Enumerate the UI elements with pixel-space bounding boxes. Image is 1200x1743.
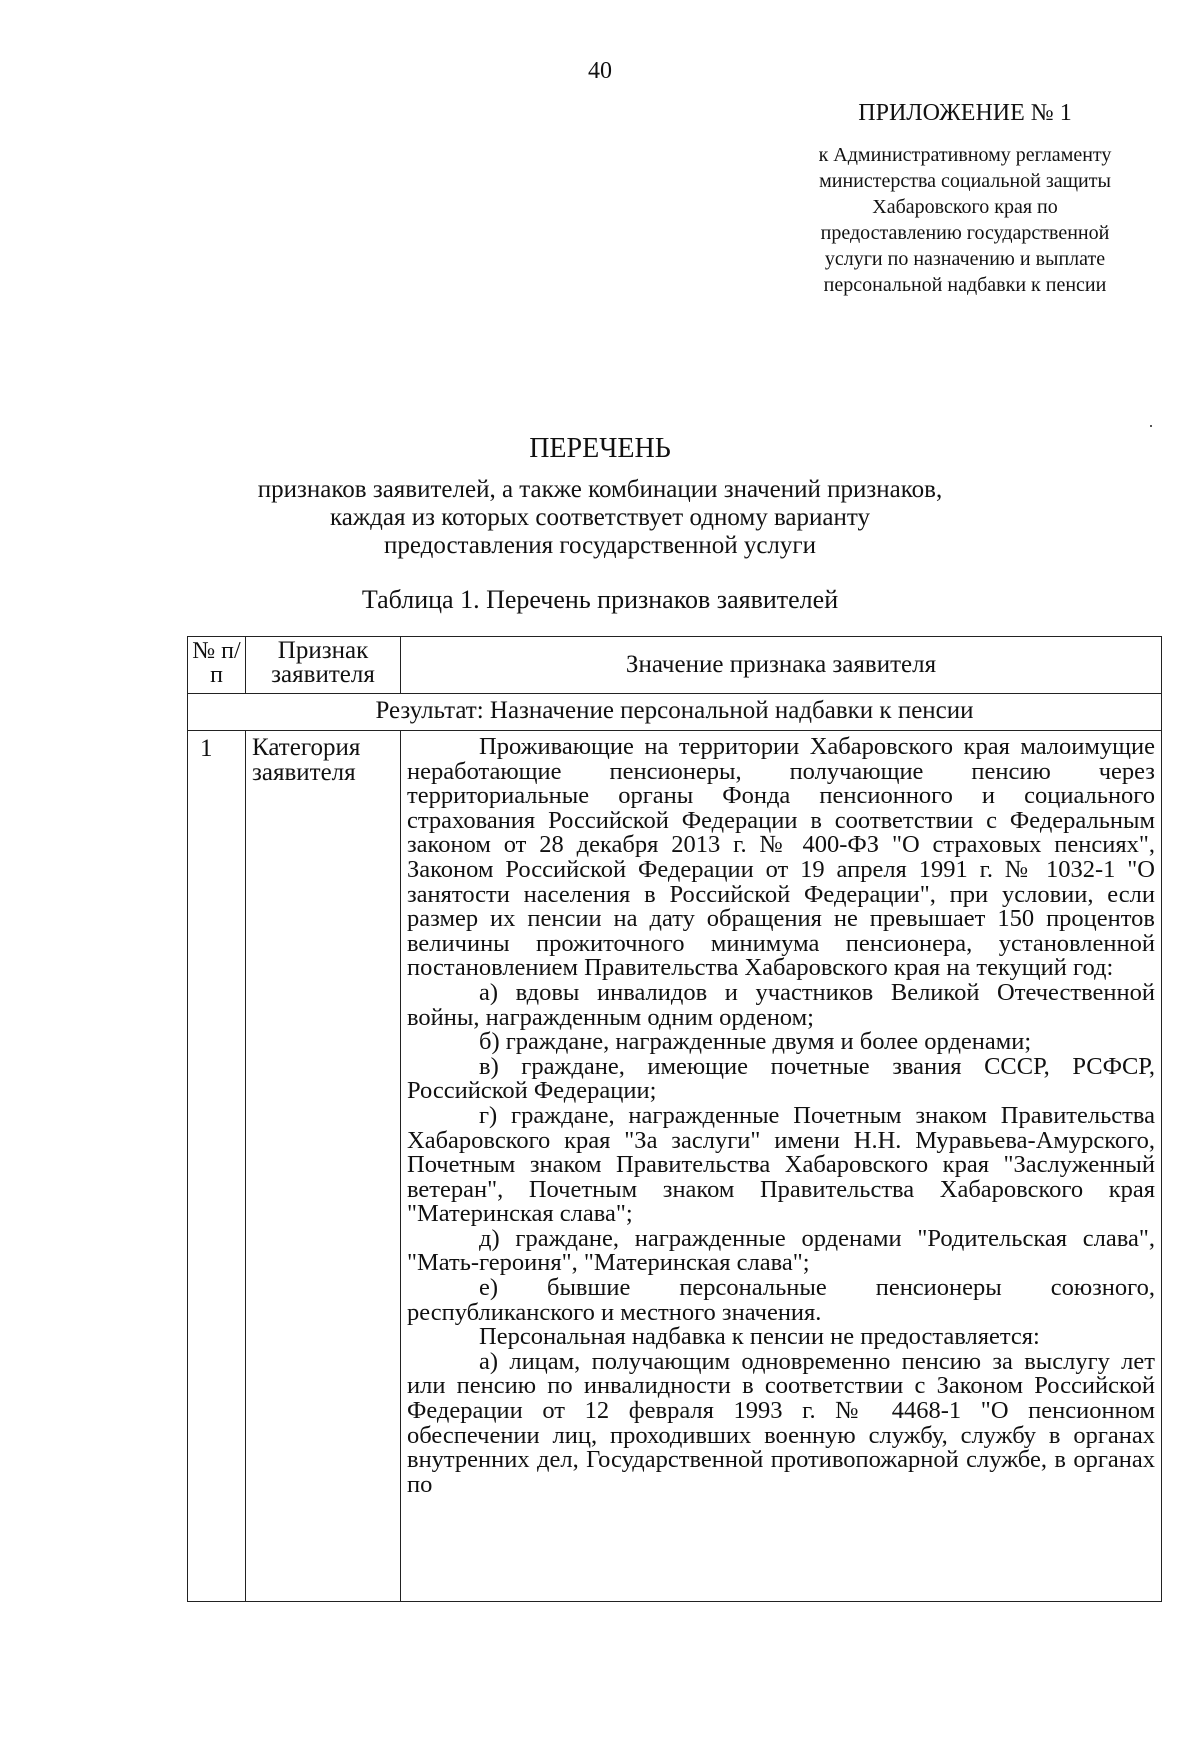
header-number: № п/п bbox=[188, 637, 246, 694]
value-paragraph: Персональная надбавка к пенсии не предоставляется: bbox=[479, 1323, 1040, 1351]
row-attribute: Категория заявителя bbox=[246, 731, 401, 1602]
appendix-line: персональной надбавки к пенсии bbox=[823, 274, 1107, 296]
appendix-line: к Административному регламенту bbox=[818, 144, 1112, 166]
appendix-line: предоставлению государственной bbox=[820, 222, 1110, 244]
scan-speck bbox=[1150, 425, 1152, 427]
table-header-row bbox=[188, 637, 1162, 694]
value-paragraph: б) граждане, награжденные двумя и более орденами; bbox=[479, 1028, 1032, 1056]
table-caption: Таблица 1. Перечень признаков заявителей bbox=[361, 585, 839, 614]
appendix-line: Хабаровского края по bbox=[872, 196, 1058, 218]
appendix-line: услуги по назначению и выплате bbox=[824, 248, 1106, 270]
value-paragraph: Проживающие на территории Хабаровского края малоимущие неработающие пенсионеры, получающие пенсию через территориальные органы Фонда пенсионного и социального страхования Российской Федерации в соответствии с Федеральным законом от 28 декабря 2013 г. № 400-ФЗ "О страховых пенсиях", Законом Российской Федерации от 19 апреля 1991 г. № 1032-1 "О занятости населения в Российской Федерации", при условии, если размер их пенсии на дату обращения не превышает 150 процентов величины прожиточного минимума пенсионера, установленной постановлением Правительства Хабаровского края на текущий год: bbox=[407, 733, 1155, 982]
result-row bbox=[188, 694, 1162, 731]
row-value bbox=[401, 731, 1162, 1602]
subtitle-line: каждая из которых соответствует одному варианту bbox=[330, 504, 870, 531]
value-paragraph: в) граждане, имеющие почетные звания СССР, РСФСР, Российской Федерации; bbox=[407, 1052, 1155, 1105]
value-paragraph: а) вдовы инвалидов и участников Великой Отечественной войны, награжденным одним орденом; bbox=[407, 978, 1155, 1031]
document-subtitle bbox=[200, 476, 1000, 560]
attributes-table-wrapper bbox=[187, 636, 1161, 1602]
subtitle-line: предоставления государственной услуги bbox=[383, 532, 817, 559]
appendix-title: ПРИЛОЖЕНИЕ № 1 bbox=[858, 100, 1072, 126]
value-paragraph: д) граждане, награжденные орденами "Родительская слава", "Мать-героиня", "Материнская слава"; bbox=[407, 1224, 1155, 1277]
table-row bbox=[188, 731, 1162, 1602]
appendix-line: министерства социальной защиты bbox=[819, 170, 1111, 192]
page-number: 40 bbox=[588, 58, 612, 84]
attributes-table bbox=[187, 636, 1162, 1602]
document-title: ПЕРЕЧЕНЬ bbox=[529, 433, 671, 464]
value-paragraph: г) граждане, награжденные Почетным знаком Правительства Хабаровского края "За заслуги" имени Н.Н. Муравьева-Амурского, Почетным знаком Правительства Хабаровского края "Заслуженный ветеран", Почетным знаком Правительства Хабаровского края "Материнская слава"; bbox=[407, 1101, 1155, 1228]
value-paragraph: а) лицам, получающим одновременно пенсию за выслугу лет или пенсию по инвалидности в соответствии с Законом Российской Федерации от 12 февраля 1993 г. № 4468-1 "О пенсионном обеспечении лиц, проходивших военную службу, службу в органах внутренних дел, Государственной противопожарной службе, в органах по bbox=[407, 1347, 1155, 1498]
result-cell: Результат: Назначение персональной надбавки к пенсии bbox=[188, 694, 1162, 731]
header-attribute: Признак заявителя bbox=[246, 637, 401, 694]
subtitle-line: признаков заявителей, а также комбинации значений признаков, bbox=[257, 476, 943, 503]
row-number: 1 bbox=[188, 731, 246, 1602]
appendix-block bbox=[770, 100, 1160, 298]
value-paragraph: е) бывшие персональные пенсионеры союзного, республиканского и местного значения. bbox=[407, 1274, 1155, 1326]
header-value: Значение признака заявителя bbox=[401, 637, 1162, 694]
